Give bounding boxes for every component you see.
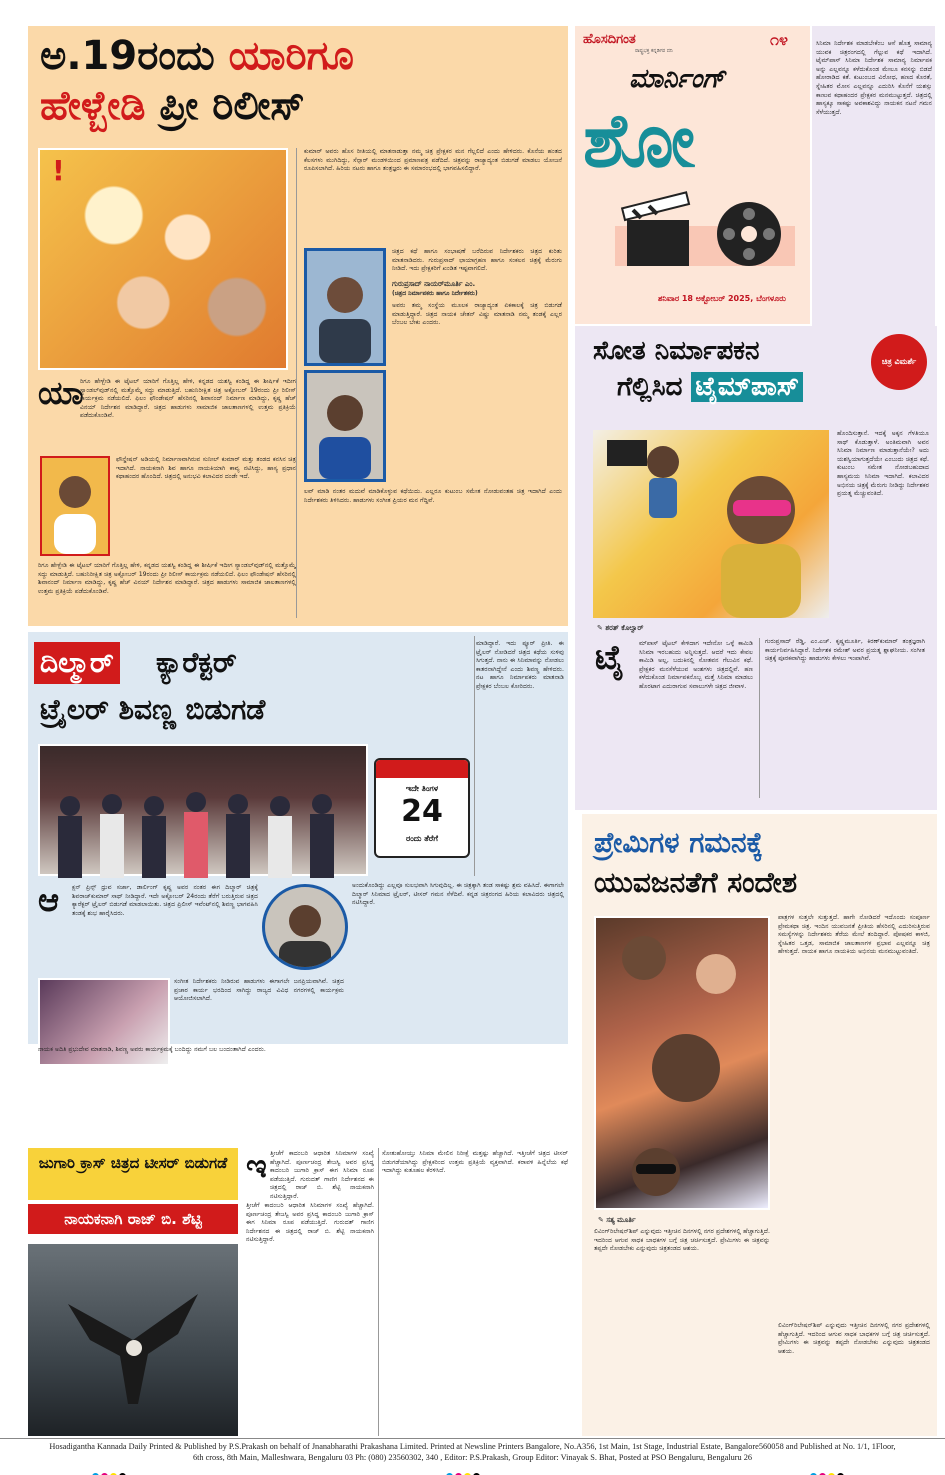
brand-tagline: ರಾಷ್ಟ್ರಭಕ್ತ ಕನ್ನಡಿಗರ ದನಿ xyxy=(635,48,673,54)
dropcap: ಆ xyxy=(38,881,60,919)
article-review-timepass xyxy=(575,326,937,810)
headline-line-1: ಸೋತ ನಿರ್ಮಾಪಕನ xyxy=(593,336,760,366)
dropcap: ಟೈ xyxy=(595,638,625,678)
imprint-footer xyxy=(0,1438,945,1475)
movie-poster xyxy=(593,430,829,618)
eagle-icon xyxy=(28,1244,238,1436)
body-text: ಲವ್ ಮಾಡಿ ನಂತರ ಮದುವೆ ಮಾಡಿಕೊಳ್ಳುವ ಕಥೆಯಿದು. ಎಲ್ಲರೂ ಕುಟುಂಬ ಸಮೇತ ನೋಡುವಂತಹ ಚಿತ್ರ ಇದಾಗಿದೆ ಎಂದು ನಿರ್ದೇಶಕರು ತಿಳಿಸಿದರು. ಹಾಡುಗಳು ಸಂಗೀತ ಪ್ರಿಯರ ಮನ ಗೆದ್ದಿವೆ. xyxy=(304,488,562,504)
calendar-bottom-text: ರಂದು ತೆರೆಗೆ xyxy=(405,834,439,843)
body-text: ರಿಗೂ ಹೇಳ್ಬೇಡಿ ಈ ಟೈಟಲ್ ಯಾರಿಗೆ ಗೊತ್ತಿಲ್ಲ ಹೇಳಿ, ಕನ್ನಡದ ಯಶಸ್ವಿ ಕಂಡಿದ್ದ ಈ ಶೀರ್ಷಿಕೆ ಇದೀಗ ಸ್ಯಾಂಡಲ್‌ವುಡ್‌ನಲ್ಲಿ ಮತ್ತೊಮ್ಮೆ ಸದ್ದು ಮಾಡುತ್ತಿದೆ. ಬಹುನಿರೀಕ್ಷಿತ ಚಿತ್ರ ಅಕ್ಟೋಬರ್ 19ರಂದು ಪ್ರೀ ರಿಲೀಸ್ ಕಾರ್ಯಕ್ರಮ ನಡೆಯಲಿದೆ. ಫಿಲಂ ಫೌಂಡೇಷನ್ ಹೆಸರಿನಲ್ಲಿ ಶಿವಾನಂದ್ ನಿರ್ಮಾಣ ಮಾಡಿದ್ದು, ಕೃಷ್ಣ ಹೆಚ್ ವಿನಯ್ ನಿರ್ದೇಶನ ಮಾಡಿದ್ದಾರೆ. ಚಿತ್ರದ ಹಾಡುಗಳು ಸಾಮಾಜಿಕ ಜಾಲತಾಣಗಳಲ್ಲಿ ಉತ್ತಮ ಪ್ರತಿಕ್ರಿಯೆ ಪಡೆದುಕೊಂಡಿವೆ. xyxy=(80,378,296,420)
eagle-poster xyxy=(28,1244,238,1436)
person-silhouette-icon xyxy=(42,458,108,554)
body-text: ನಾಯಕ ಅದಿತಿ ಪ್ರಭುದೇವ ಮಾತನಾಡಿ, ಶಿವಣ್ಣ ಅವರು ಕಾರ್ಯಕ್ರಮಕ್ಕೆ ಬಂದಿದ್ದು ನಮಗೆ ಬಲ ಬಂದಂತಾಗಿದೆ ಎಂದರು. xyxy=(38,1046,266,1053)
person-silhouette-icon xyxy=(307,251,383,363)
clapperboard-film-reel-icon xyxy=(615,186,795,286)
body-text: ತ್ತೀಚೆಗೆ ಕಾದಂಬರಿ ಆಧಾರಿತ ಸಿನಿಮಾಗಳ ಸಂಖ್ಯೆ ಹೆಚ್ಚಾಗಿದೆ. ಪೂರ್ಣಚಂದ್ರ ತೇಜಸ್ವಿ ಅವರ ಪ್ರಸಿದ್ಧ ಕಾದಂಬರಿ ಜುಗಾರಿ ಕ್ರಾಸ್ ಈಗ ಸಿನಿಮಾ ರೂಪ ಪಡೆಯುತ್ತಿದೆ. ಗುರುದತ್ ಗಾಣಿಗ ನಿರ್ದೇಶನದ ಈ ಚಿತ್ರದಲ್ಲಿ ರಾಜ್ ಬಿ. ಶೆಟ್ಟಿ ನಾಯಕನಾಗಿ ನಟಿಸುತ್ತಿದ್ದಾರೆ. xyxy=(246,1202,374,1244)
article-pre-release xyxy=(28,26,568,626)
body-text: ಅವರು ತಮ್ಮ ಸಂಸ್ಥೆಯ ಮೂಲಕ ರಾಜ್ಯಾದ್ಯಂತ ಏಕಕಾಲಕ್ಕೆ ಚಿತ್ರ ಬಿಡುಗಡೆ ಮಾಡುತ್ತಿದ್ದಾರೆ. ಚಿತ್ರದ ನಾಯಕ ಚೇತನ್ ವಿಷ್ಣು ಮಾತನಾಡಿ ನಮ್ಮ ತಂಡಕ್ಕೆ ಎಲ್ಲರ ಬೆಂಬಲ ಬೇಕು ಎಂದರು. xyxy=(392,302,562,327)
director-photo xyxy=(304,248,386,366)
subheadline: ನಾಯಕನಾಗಿ ರಾಜ್ ಬಿ. ಶೆಟ್ಟಿ xyxy=(28,1204,238,1234)
body-text: ಗುರುಪ್ರಸಾದ್ ರೆಡ್ಡಿ, ಎಂ.ಎಚ್. ಕೃಷ್ಣಮೂರ್ತಿ, ಕಿರಣ್‌ಕುಮಾರ್ ತಂತ್ರಜ್ಞರಾಗಿ ಕಾರ್ಯನಿರ್ವಹಿಸಿದ್ದಾರೆ. ನಿರ್ದೇಶಕ ರಮೇಶ್ ಅವರ ಪ್ರಯತ್ನ ಶ್ಲಾಘನೀಯ. ಸಂಗೀತ ಚಿತ್ರಕ್ಕೆ ಪೂರಕವಾಗಿದ್ದು ಹಾಡುಗಳು ಕೇಳಲು ಇಂಪಾಗಿವೆ. xyxy=(765,638,925,663)
body-text: ಸೋತುಹೋಯ್ತು ಸಿನಿಮಾ ಮೇಲಿನ ನಿರೀಕ್ಷೆ ಮತ್ತಷ್ಟು ಹೆಚ್ಚಾಗಿದೆ. ಇತ್ತೀಚೆಗೆ ಚಿತ್ರದ ಟೀಸರ್ ಬಿಡುಗಡೆಯಾಗಿದ್ದು ಪ್ರೇಕ್ಷಕರಿಂದ ಉತ್ತಮ ಪ್ರತಿಕ್ರಿಯೆ ವ್ಯಕ್ತವಾಗಿದೆ. ಕರಾವಳಿ ಹಿನ್ನೆಲೆಯ ಕಥೆ ಇದಾಗಿದ್ದು ಕುತೂಹಲ ಕೆರಳಿಸಿದೆ. xyxy=(382,1150,568,1175)
person-silhouette-icon xyxy=(265,887,345,967)
body-text: ಮ್‌ಪಾಸ್ ಟೈಟಲ್ ಕೇಳಿದಾಗ ಇದೇನೋ ಒಳ್ಳೆ ಕಾಮಿಡಿ ಸಿನಿಮಾ ಇರಬಹುದು ಅನ್ನಿಸುತ್ತದೆ. ಆದರೆ ಇದು ಕೇವಲ ಕಾಮಿಡಿ ಅಲ್ಲ, ಬದುಕಿನಲ್ಲಿ ಸೋತವನ ಗೆಲುವಿನ ಕಥೆ. ಪ್ರೇಕ್ಷಕರ ಮನಸೆಳೆಯುವ ಅಂಶಗಳು ಚಿತ್ರದಲ್ಲಿವೆ. ಹಣ ಕಳೆದುಕೊಂಡ ನಿರ್ಮಾಪಕನೊಬ್ಬ ಮತ್ತೆ ಸಿನಿಮಾ ಮಾಡಲು ಹೊರಟಾಗ ಎದುರಾಗುವ ಸವಾಲುಗಳೇ ಚಿತ್ರದ ಜೀವಾಳ. xyxy=(639,640,753,690)
svg-text:!: ! xyxy=(52,154,65,184)
headline-line-2: ಹೇಳ್ಬೇಡಿ ಪ್ರೀ ರಿಲೀಸ್ xyxy=(40,83,305,129)
calendar-header xyxy=(376,760,468,778)
headline-line-1: ಅ.19ರಂದು ಯಾರಿಗೂ xyxy=(40,33,354,79)
review-continuation-column xyxy=(812,26,935,326)
dropcap: ಇ xyxy=(246,1147,267,1185)
calendar-top-text: ಇದೇ ತಿಂಗಳ xyxy=(405,784,439,793)
article-premigala-gamanakke xyxy=(582,814,937,1436)
headline-line-1: ಪ್ರೇಮಿಗಳ ಗಮನಕ್ಕೆ xyxy=(594,826,763,859)
headline-line-2: ಯುವಜನತೆಗೆ ಸಂದೇಶ xyxy=(594,866,798,899)
registration-marks-right xyxy=(810,1465,846,1475)
dropcap: ಯಾ xyxy=(38,374,84,412)
poster-illustration xyxy=(593,430,829,618)
photo-caption: ಗುರುಪ್ರಸಾದ್ ನಾಯರ್‌ಮೂರ್ತಿ ಎಂ. xyxy=(392,280,476,288)
imprint-line-1: Hosadigantha Kannada Daily Printed & Published by P.S.Prakash on behalf of Jnanabharathi Prakashana Limited. Printed at Newsline Printers Bangalore, No.A356, 1st Main, 1st Stage, Industrial Estate, Bangalore560058 and Published at No. 1/1, 1Floor, xyxy=(49,1442,896,1451)
issue-date: ಶನಿವಾರ 18 ಅಕ್ಟೋಬರ್ 2025, ಬೆಂಗಳೂರು xyxy=(658,294,786,303)
person-silhouette-icon xyxy=(307,373,383,479)
body-text: ಕುಮಾರ್ ಅವರು ಹೊಸ ರೀತಿಯಲ್ಲಿ ಮಾತನಾಡುತ್ತಾ ನಮ್ಮ ಚಿತ್ರ ಪ್ರೇಕ್ಷಕರ ಮನ ಗೆಲ್ಲಲಿದೆ ಎಂದು ಹೇಳಿದರು. ಕೊನೆಯ ಹಂತದ ಕೆಲಸಗಳು ಮುಗಿದಿದ್ದು, ಸೆನ್ಸಾರ್ ಮಂಡಳಿಯಿಂದ ಪ್ರಮಾಣಪತ್ರ ಪಡೆದಿದೆ. ಚಿತ್ರವನ್ನು ರಾಜ್ಯಾದ್ಯಂತ ಬಿಡುಗಡೆ ಮಾಡಲು ಯೋಜನೆ ರೂಪಿಸಲಾಗಿದೆ. ಹಿರಿಯ ನಟರು ಹಾಗೂ ತಂತ್ರಜ್ಞರು ಈ ಸಮಾರಂಭದಲ್ಲಿ ಭಾಗವಹಿಸಲಿದ್ದಾರೆ. xyxy=(304,148,562,173)
section-title-top: ಮಾರ್ನಿಂಗ್ xyxy=(629,64,725,94)
movie-poster xyxy=(594,916,770,1210)
body-text: ಲಿವಿಂಗ್‌ರಿಲೇಷನ್‌ಶಿಪ್ ಎನ್ನುವುದು ಇತ್ತೀಚಿನ ದಿನಗಳಲ್ಲಿ ನಗರ ಪ್ರದೇಶಗಳಲ್ಲಿ ಹೆಚ್ಚಾಗುತ್ತಿದೆ. ಇದರಿಂದ ಆಗುವ ಸಾಧಕ ಬಾಧಕಗಳ ಬಗ್ಗೆ ಚಿತ್ರ ಚರ್ಚಿಸುತ್ತದೆ. ಪ್ರೇಮಿಗಳು ಈ ಚಿತ್ರವನ್ನು ತಪ್ಪದೇ ನೋಡಬೇಕು ಎನ್ನುವುದು ಚಿತ್ರತಂಡದ ಆಶಯ. xyxy=(594,1228,770,1253)
body-text: ಕ್ಷನ್ ಪ್ರಿನ್ಸ್ ಧ್ರುವ ಸರ್ಜಾ, ಡಾರ್ಲಿಂಗ್ ಕೃಷ್ಣ ಅವರ ನಂತರ ಈಗ ದಿಲ್ಮಾರ್ ಚಿತ್ರಕ್ಕೆ ಶಿವರಾಜ್‌ಕುಮಾರ್ ಸಾಥ್ ನೀಡಿದ್ದಾರೆ. ಇದೇ ಅಕ್ಟೋಬರ್ 24ರಂದು ತೆರೆಗೆ ಬರುತ್ತಿರುವ ಚಿತ್ರದ ಕ್ಯಾರೆಕ್ಟರ್ ಟ್ರೈಲರ್ ಬಿಡುಗಡೆ ಮಾಡಲಾಯಿತು. ಚಿತ್ರದ ಪ್ರಿಲೀಸ್ ಇವೆಂಟ್‌ನಲ್ಲಿ ಶಿವಣ್ಣ ಭಾಗವಹಿಸಿ ತಂಡಕ್ಕೆ ಶುಭ ಹಾರೈಸಿದರು. xyxy=(72,884,258,917)
body-text: ಸಿನಿಮಾ ನಿರ್ದೇಶಕ ಮಾಡಬೇಕೆಂಬ ಆಸೆ ಹೊತ್ತ ಸಾಮಾನ್ಯ ಯುವಕ ಚಿತ್ರರಂಗದಲ್ಲಿ ಗೆಲ್ಲುವ ಕಥೆ ಇದಾಗಿದೆ. ಟೈಮ್‌ಪಾಸ್ ಸಿನಿಮಾ ನಿರ್ದೇಶಕ ಸಾಮಾನ್ಯ ನಿರ್ಮಾಪಕ ಅನ್ನು ಎಲ್ಲವನ್ನೂ ಕಳೆದುಕೊಂಡ ಮೇಲೂ ಕನಸನ್ನು ಬಿಡದೆ ಹೋರಾಡಿದ ಕತೆ. ಕುಟುಂಬದ ವಿರೋಧ, ಹಣದ ಕೊರತೆ, ಸ್ನೇಹಿತರ ಮೋಸ ಎಲ್ಲವನ್ನೂ ಎದುರಿಸಿ ಕೊನೆಗೆ ಯಶಸ್ಸು ಕಾಣುವ ಕಥಾಹಂದರ ಪ್ರೇಕ್ಷಕರ ಮನಮುಟ್ಟುತ್ತದೆ. ಚಿತ್ರದಲ್ಲಿ ಹಾಸ್ಯಕ್ಕೂ ಸಾಕಷ್ಟು ಅವಕಾಶವಿದ್ದು ನಾಯಕನ ನಟನೆ ಗಮನ ಸೆಳೆಯುತ್ತದೆ. xyxy=(816,40,932,116)
byline: ✎ ಶರತ್ ಕೊಲ್ವಾರ್ xyxy=(597,624,644,632)
body-text: ರಿಗೂ ಹೇಳ್ಬೇಡಿ ಈ ಟೈಟಲ್ ಯಾರಿಗೆ ಗೊತ್ತಿಲ್ಲ ಹೇಳಿ, ಕನ್ನಡದ ಯಶಸ್ವಿ ಕಂಡಿದ್ದ ಈ ಶೀರ್ಷಿಕೆ ಇದೀಗ ಸ್ಯಾಂಡಲ್‌ವುಡ್‌ನಲ್ಲಿ ಮತ್ತೊಮ್ಮೆ ಸದ್ದು ಮಾಡುತ್ತಿದೆ. ಬಹುನಿರೀಕ್ಷಿತ ಚಿತ್ರ ಅಕ್ಟೋಬರ್ 19ರಂದು ಪ್ರೀ ರಿಲೀಸ್ ಕಾರ್ಯಕ್ರಮ ನಡೆಯಲಿದೆ. ಫಿಲಂ ಫೌಂಡೇಷನ್ ಹೆಸರಿನಲ್ಲಿ ಶಿವಾನಂದ್ ನಿರ್ಮಾಣ ಮಾಡಿದ್ದು, ಕೃಷ್ಣ ಹೆಚ್ ವಿನಯ್ ನಿರ್ದೇಶನ ಮಾಡಿದ್ದಾರೆ. ಚಿತ್ರದ ಹಾಡುಗಳು ಸಾಮಾಜಿಕ ಜಾಲತಾಣಗಳಲ್ಲಿ ಉತ್ತಮ ಪ್ರತಿಕ್ರಿಯೆ ಪಡೆದುಕೊಂಡಿವೆ. xyxy=(38,562,296,595)
release-date-calendar xyxy=(374,758,470,858)
headline-tag: ದಿಲ್ಮಾರ್ xyxy=(34,642,120,684)
exclamation-icon xyxy=(48,154,70,184)
body-text: ಲಿವಿಂಗ್‌ರಿಲೇಷನ್‌ಶಿಪ್ ಎನ್ನುವುದು ಇತ್ತೀಚಿನ ದಿನಗಳಲ್ಲಿ ನಗರ ಪ್ರದೇಶಗಳಲ್ಲಿ ಹೆಚ್ಚಾಗುತ್ತಿದೆ. ಇದರಿಂದ ಆಗುವ ಸಾಧಕ ಬಾಧಕಗಳ ಬಗ್ಗೆ ಚಿತ್ರ ಚರ್ಚಿಸುತ್ತದೆ. ಪ್ರೇಮಿಗಳು ಈ ಚಿತ್ರವನ್ನು ತಪ್ಪದೇ ನೋಡಬೇಕು ಎನ್ನುವುದು ಚಿತ್ರತಂಡದ ಆಶಯ. xyxy=(778,1322,930,1355)
body-text: ಪಾತ್ರಗಳ ಸುತ್ತಲೇ ಸುತ್ತುತ್ತದೆ. ಹಾಗೇ ನೋಡಿದರೆ ಇದೊಂದು ಸಂಪೂರ್ಣ ಪ್ರೇಮಕಥಾ ಚಿತ್ರ. ಇಂದಿನ ಯುವಜನತೆ ಪ್ರೀತಿಯ ಹೆಸರಿನಲ್ಲಿ ಎದುರಿಸುತ್ತಿರುವ ಸಮಸ್ಯೆಗಳನ್ನು ನಿರ್ದೇಶಕರು ತೆರೆಯ ಮೇಲೆ ತಂದಿದ್ದಾರೆ. ಪೋಷಕರ ಕಾಳಜಿ, ಸ್ನೇಹಿತರ ಒತ್ತಡ, ಸಾಮಾಜಿಕ ಜಾಲತಾಣಗಳ ಪ್ರಭಾವ ಎಲ್ಲವನ್ನೂ ಚಿತ್ರ ಹೇಳುತ್ತದೆ. ನಾಯಕ ಹಾಗೂ ನಾಯಕಿಯ ಅಭಿನಯ ಮನಮುಟ್ಟುವಂತಿದೆ. xyxy=(778,914,930,956)
director-portrait xyxy=(262,884,348,970)
movie-cast-photo xyxy=(38,148,288,370)
photo-caption-sub: (ಚಿತ್ರದ ನಿರ್ಮಾಪಕರು ಹಾಗೂ ನಿರ್ದೇಶಕರು) xyxy=(392,290,478,297)
body-text: ಮಾಡಿದ್ದಾರೆ. ಇದು ಪ್ಯೂರ್ ಪ್ರೀತಿ. ಈ ಟ್ರೈಲರ್ ನೋಡಿದರೆ ಚಿತ್ರದ ಕಥೆಯ ಸುಳಿವು ಸಿಗುತ್ತದೆ. ನಾನು ಈ ಸಿನಿಮಾವನ್ನು ನೋಡಲು ಕಾತರನಾಗಿದ್ದೇನೆ ಎಂದು ಶಿವಣ್ಣ ಹೇಳಿದರು. ನಟ ಹಾಗೂ ನಿರ್ಮಾಪಕರು ಮಾತನಾಡಿ ಪ್ರೇಕ್ಷಕರ ಬೆಂಬಲ ಕೋರಿದರು. xyxy=(476,640,564,690)
producer-photo xyxy=(304,370,386,482)
article-jugari-cross xyxy=(28,1148,238,1240)
body-text: ತ್ತೀಚೆಗೆ ಕಾದಂಬರಿ ಆಧಾರಿತ ಸಿನಿಮಾಗಳ ಸಂಖ್ಯೆ ಹೆಚ್ಚಾಗಿದೆ. ಪೂರ್ಣಚಂದ್ರ ತೇಜಸ್ವಿ ಅವರ ಪ್ರಸಿದ್ಧ ಕಾದಂಬರಿ ಜುಗಾರಿ ಕ್ರಾಸ್ ಈಗ ಸಿನಿಮಾ ರೂಪ ಪಡೆಯುತ್ತಿದೆ. ಗುರುದತ್ ಗಾಣಿಗ ನಿರ್ದೇಶನದ ಈ ಚಿತ್ರದಲ್ಲಿ ರಾಜ್ ಬಿ. ಶೆಟ್ಟಿ ನಾಯಕನಾಗಿ ನಟಿಸುತ್ತಿದ್ದಾರೆ. xyxy=(270,1150,374,1200)
section-masthead xyxy=(575,26,810,324)
article-dilmar-trailer xyxy=(28,632,568,1044)
imprint-line-2: 6th cross, 8th Main, Malleshwara, Bengaluru 03 Ph: (080) 23560302, 340 , Editor: P.S.Prakash, Group Editor: Vinayak S. Bhat, Posted at PSO Bengaluru, Bengaluru 26 xyxy=(192,1453,753,1462)
page-number: ೧೪ xyxy=(770,30,788,49)
headline-line-2: ಗೆಲ್ಲಿಸಿದ ಟೈಮ್‌ಪಾಸ್ xyxy=(617,372,803,403)
registration-marks-center xyxy=(446,1465,482,1475)
headline-line-1: ಕ್ಯಾರೆಕ್ಟರ್ xyxy=(156,646,237,679)
body-text: ಹೊಂದಿಸುತ್ತಾನೆ. ಇದಕ್ಕೆ ಅಕ್ಕನ ಗೆಳತಿಯೂ ಸಾಥ್ ಕೊಡುತ್ತಾಳೆ. ಅಂತಿಮವಾಗಿ ಅವನ ಸಿನಿಮಾ ನಿರ್ಮಾಣ ಮಾಡುತ್ತಾನೆಯೇ? ಅದು ಯಶಸ್ವಿಯಾಗುತ್ತದೆಯೇ ಎಂಬುದು ಚಿತ್ರದ ಕಥೆ. ಕುಟುಂಬ ಸಮೇತ ನೋಡಬಹುದಾದ ಹಾಸ್ಯಮಯ ಸಿನಿಮಾ ಇದಾಗಿದೆ. ಕಲಾವಿದರ ಅಭಿನಯ ಚಿತ್ರಕ್ಕೆ ಮೆರುಗು ನೀಡಿದ್ದು ನಿರ್ದೇಶಕರ ಪ್ರಯತ್ನ ಮೆಚ್ಚುವಂತಿದೆ. xyxy=(837,430,929,498)
section-title-big: ಶೋ xyxy=(583,98,696,184)
brand-logo: ಹೊಸದಿಗಂತ xyxy=(583,32,636,47)
registration-marks-left xyxy=(92,1465,128,1475)
calendar-day: 24 xyxy=(401,794,443,829)
review-badge: ಚಿತ್ರ ವಿಮರ್ಶೆ xyxy=(871,334,927,390)
body-text: ಫೌನ್ಡೇಷನ್ ಅಡಿಯಲ್ಲಿ ನಿರ್ಮಾಣವಾಗಿರುವ ಸುನೀಲ್ ಕುಮಾರ್ ಮತ್ತು ತಂಡದ ಕನಸಿನ ಚಿತ್ರ ಇದಾಗಿದೆ. ನಾಯಕನಾಗಿ ಶಿವ ಹಾಗೂ ನಾಯಕಿಯಾಗಿ ಕಾವ್ಯ ನಟಿಸಿದ್ದು, ಹಾಸ್ಯ ಪ್ರಧಾನ ಕಥಾಹಂದರ ಹೊಂದಿದೆ. ಚಿತ್ರದಲ್ಲಿ ಅನುಭವಿ ಕಲಾವಿದರ ದಂಡೇ ಇದೆ. xyxy=(116,456,296,481)
headline-line-2: ಟ್ರೈಲರ್ ಶಿವಣ್ಣ ಬಿಡುಗಡೆ xyxy=(40,693,266,726)
event-photo xyxy=(38,744,368,876)
body-text: ಸಂಗೀತ ನಿರ್ದೇಶಕರು ನೀಡಿರುವ ಹಾಡುಗಳು ಈಗಾಗಲೇ ಜನಪ್ರಿಯವಾಗಿವೆ. ಚಿತ್ರದ ಪ್ರಚಾರ ಕಾರ್ಯ ಭರದಿಂದ ಸಾಗಿದ್ದು ರಾಜ್ಯದ ವಿವಿಧ ನಗರಗಳಲ್ಲಿ ಕಾರ್ಯಕ್ರಮ ಆಯೋಜಿಸಲಾಗಿದೆ. xyxy=(174,978,344,1003)
producer-portrait xyxy=(40,456,110,556)
body-text: ಅಂದುಕೊಂಡಿದ್ದು ಎಲ್ಲವೂ ಸುಲಭವಾಗಿ ಸಿಗುವುದಿಲ್ಲ. ಈ ಚಿತ್ರಕ್ಕಾಗಿ ತಂಡ ಸಾಕಷ್ಟು ಶ್ರಮ ವಹಿಸಿದೆ. ಈಗಾಗಲೇ ದಿಲ್ಮಾರ್ ಸಿನಿಮಾದ ಟ್ರೈಲರ್, ಟೀಸರ್ ಗಮನ ಸೆಳೆದಿವೆ. ಕನ್ನಡ ಚಿತ್ರರಂಗದ ಹಿರಿಯ ಕಲಾವಿದರು ಚಿತ್ರದಲ್ಲಿ ನಟಿಸಿದ್ದಾರೆ. xyxy=(352,882,564,907)
headline: ಜುಗಾರಿ ಕ್ರಾಸ್ ಚಿತ್ರದ ಟೀಸರ್ ಬಿಡುಗಡೆ xyxy=(28,1148,238,1200)
poster-illustration xyxy=(596,918,772,1212)
byline: ✎ ಸತ್ಯ ಮೂರ್ತಿ xyxy=(598,1216,636,1224)
body-text: ಚಿತ್ರದ ಕಥೆ ಹಾಗೂ ಸಂಭಾಷಣೆ ಬರೆದಿರುವ ನಿರ್ದೇಶಕರು ಚಿತ್ರದ ಕುರಿತು ಮಾತನಾಡಿದರು. ಗುರುಪ್ರಸಾದ್ ಛಾಯಾಗ್ರಹಣ ಹಾಗೂ ಸಂಕಲನ ಚಿತ್ರಕ್ಕೆ ಮೆರುಗು ನೀಡಿದೆ. ಇದು ಪ್ರೇಕ್ಷಕರಿಗೆ ಖಂಡಿತ ಇಷ್ಟವಾಗಲಿದೆ. xyxy=(392,248,562,273)
event-crowd-illustration xyxy=(40,746,370,878)
